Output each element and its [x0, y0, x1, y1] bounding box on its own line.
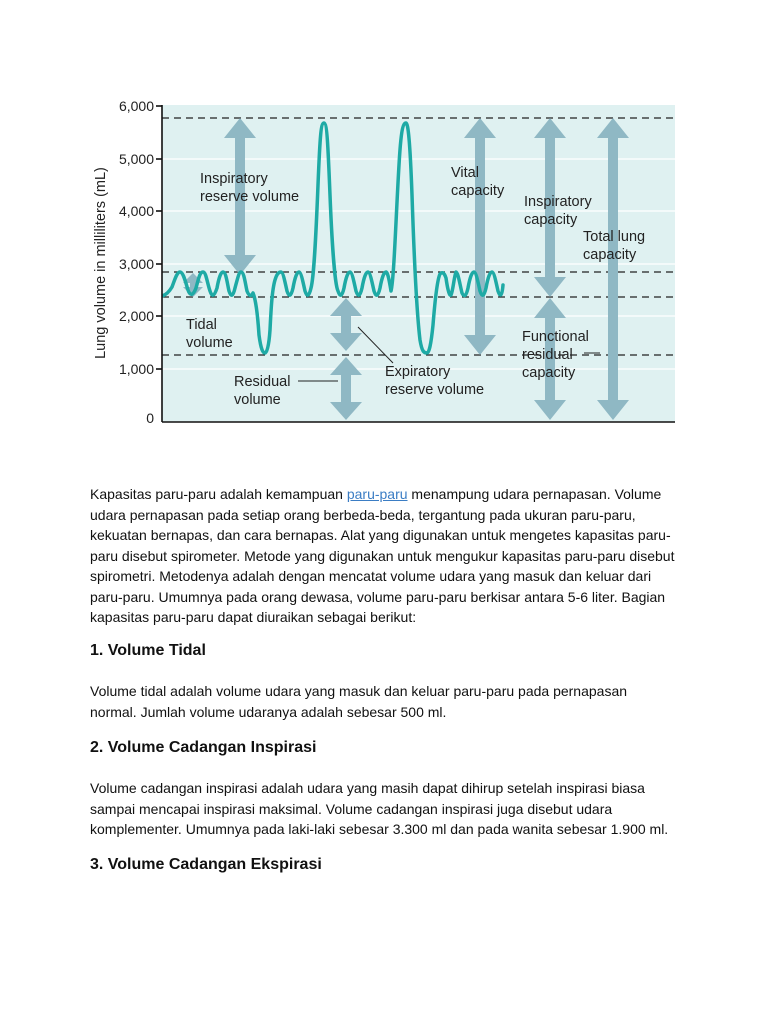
intro-text-before: Kapasitas paru-paru adalah kemampuan [90, 486, 347, 502]
residual-volume-label: Residual volume [234, 374, 291, 408]
y-tick-4000: 4,000 [118, 203, 154, 219]
section-heading-volume-cadangan-ekspirasi: 3. Volume Cadangan Ekspirasi [90, 856, 322, 873]
section-body-volume-tidal: Volume tidal adalah volume udara yang masuk dan keluar paru-paru pada pernapasan normal. Jumlah volume udaranya adalah sebesar 500 ml. [90, 683, 628, 720]
y-tick-6000: 6,000 [118, 98, 154, 114]
y-tick-3000: 3,000 [118, 256, 154, 272]
intro-paragraph [90, 484, 675, 628]
functional-residual-label: Functional residual capacity [522, 329, 589, 381]
vital-capacity-label: Vital capacity [451, 165, 505, 199]
lung-volume-figure [90, 95, 690, 425]
y-tick-2000: 2,000 [118, 308, 154, 324]
section-heading-volume-cadangan-inspirasi: 2. Volume Cadangan Inspirasi [90, 739, 317, 756]
expiratory-reserve-label: Expiratory reserve volume [385, 364, 485, 398]
paru-paru-link[interactable]: paru-paru [346, 486, 408, 502]
inspiratory-reserve-label: Inspiratory reserve volume [200, 171, 300, 205]
tidal-volume-label: Tidal volume [186, 317, 233, 351]
y-tick-5000: 5,000 [118, 151, 154, 167]
total-lung-capacity-label: Total lung capacity [583, 229, 646, 263]
spirogram-svg [90, 95, 690, 425]
y-axis-label: Lung volume in milliliters (mL) [93, 167, 109, 359]
intro-text-after: menampung udara pernapasan. Volume udara pernapasan pada setiap orang berbeda-beda, tergantung pada ukuran paru-paru, kekuatan bernapas, dan cara bernapas. Alat yang digunakan untuk mengetes kapasitas paru-paru disebut spirometer. Metode yang digunakan untuk mengukur kapasitas paru-paru disebut spirometri. Metodenya adalah dengan mencatat volume udara yang masuk dan keluar dari paru-paru. Umumnya pada orang dewasa, volume paru-paru berkisar antara 5-6 liter. Bagian kapasitas paru-paru dapat diuraikan sebagai berikut: [90, 486, 675, 625]
y-tick-0: 0 [146, 410, 154, 425]
section-heading-volume-tidal: 1. Volume Tidal [90, 642, 206, 659]
inspiratory-capacity-label: Inspiratory capacity [524, 194, 592, 228]
y-tick-1000: 1,000 [118, 361, 154, 377]
section-body-volume-cadangan-inspirasi: Volume cadangan inspirasi adalah udara yang masih dapat dihirup setelah inspirasi biasa sampai mencapai inspirasi maksimal. Volume cadangan inspirasi juga disebut udara komplementer. Umumnya pada laki-laki sebesar 3.300 ml dan pada wanita sebesar 1.900 ml. [90, 780, 669, 837]
